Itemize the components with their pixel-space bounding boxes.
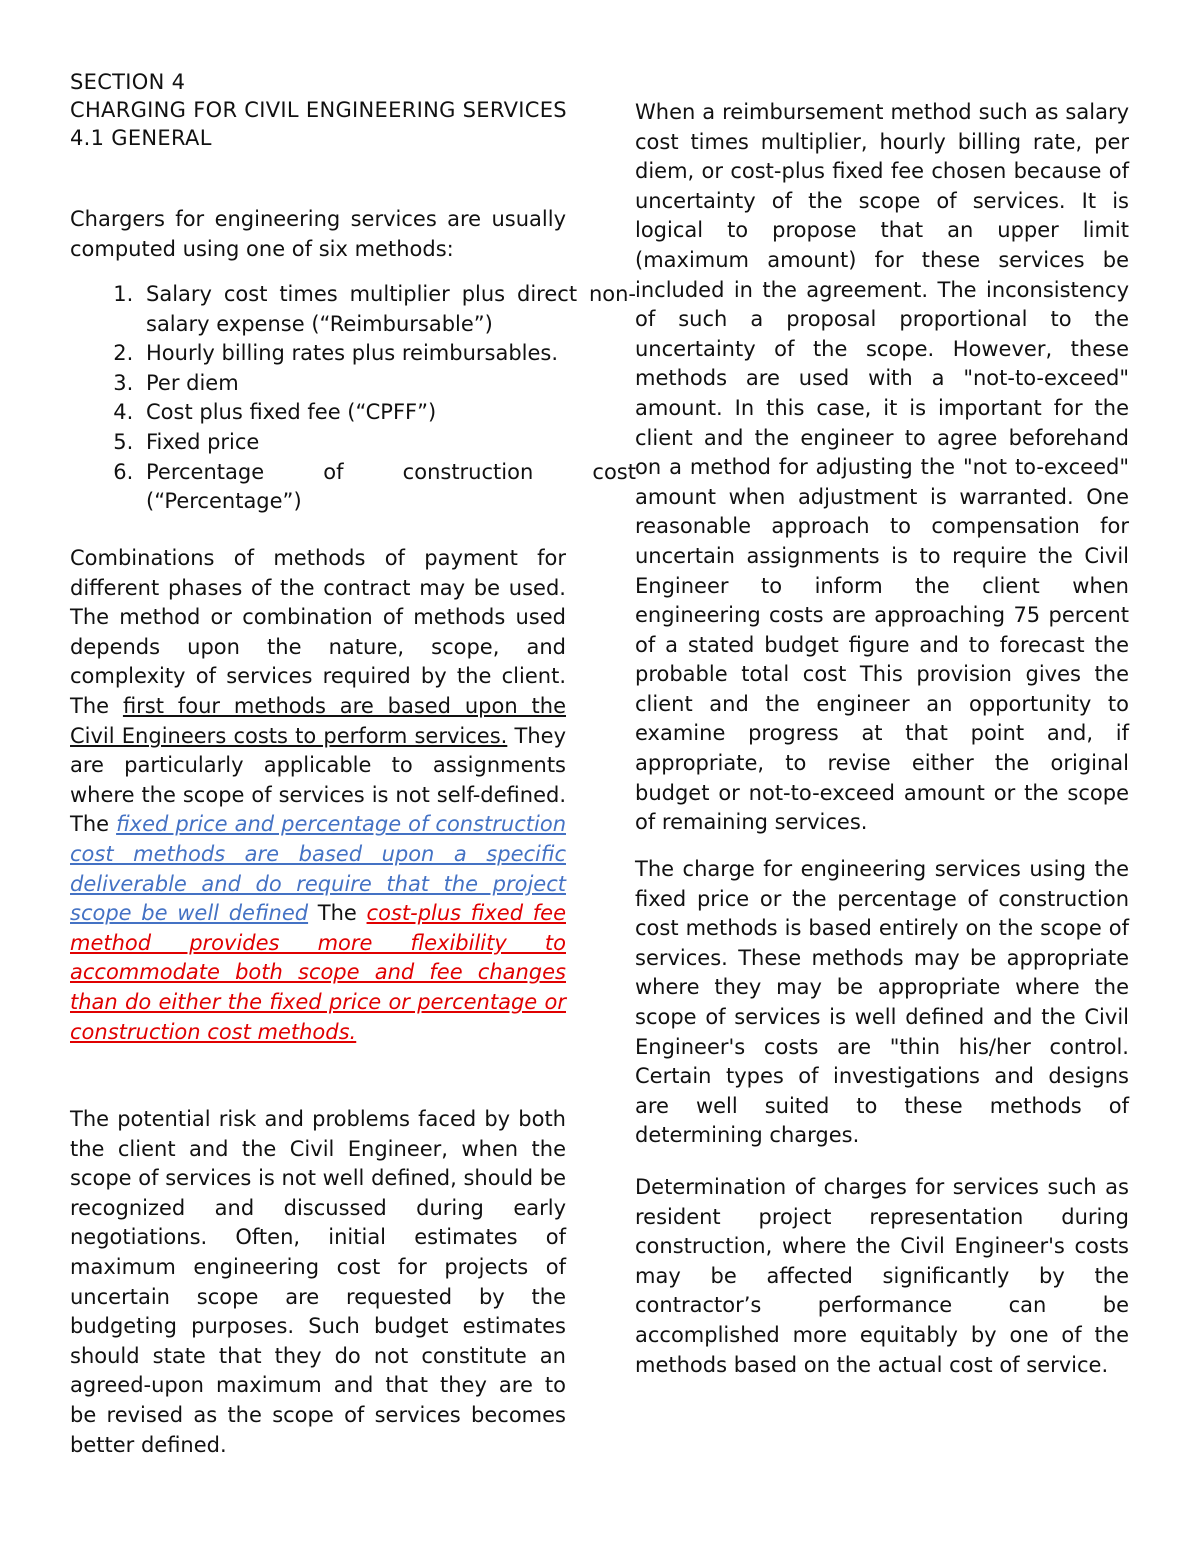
reimbursement-paragraph: When a reimbursement method such as salary cost times multiplier, hourly billing rate, per diem, or cost-plus fixed fee chosen because of uncertainty of the scope of services. It is logical to propose that an upper limit (maximum amount) for these services be included in the agreement. The inconsistency of such a proposal proportional to the uncertainty of the scope. However, these methods are used with a "not-to-exceed" amount. In this case, it is important for the client and the engineer to agree beforehand on a method for adjusting the "not to-exceed" amount when adjustment is warranted. One reasonable approach to compensation for uncertain assignments is to require the Civil Engineer to inform the client when engineering costs are approaching 75 percent of a stated budget figure and to forecast the probable total cost This provision gives the client and the engineer an opportunity to examine progress at that point and, if appropriate, to revise either the original budget or not-to-exceed amount or the scope of remaining services. <box>635 100 1129 835</box>
combo-text-1: Combinations of methods of payment for different phases of the contract may be used. The method or combination of methods used depends upon the nature, scope, and complexity of services required by the client. The <box>70 546 566 718</box>
combinations-paragraph <box>70 544 566 1047</box>
list-item: 5. Fixed price <box>140 428 636 458</box>
combo-text-2: They are particularly applicable to assignments where the scope of services is not self-defined. The <box>70 723 566 837</box>
list-item: 6. Percentage of construction cost (“Percentage”) <box>140 458 636 517</box>
list-item: 4. Cost plus fixed fee (“CPFF”) <box>140 398 636 428</box>
highlight-blue-fixed-price: fixed price and percentage of construction cost methods are based upon a specific deliverable and do require that the project scope be well defined <box>70 812 566 926</box>
list-item: 3. Per diem <box>140 369 636 399</box>
section-number: SECTION 4 <box>70 70 186 94</box>
highlight-red-cost-plus: cost-plus fixed fee method provides more flexibility to accommodate both scope and fee changes than do either the fixed price or percentage or construction cost methods. <box>70 901 566 1044</box>
determination-paragraph: Determination of charges for services such as resident project representation during construction, where the Civil Engineer's costs may be affected significantly by the contractor’s performance can be accomplished more equitably by one of the methods based on the actual cost of service. <box>635 1175 1129 1377</box>
methods-list <box>70 280 636 517</box>
underlined-cost-based-methods: first four methods are based upon the Civil Engineers costs to perform services. <box>70 693 566 748</box>
fixed-price-paragraph: The charge for engineering services using the fixed price or the percentage of construction cost methods is based entirely on the scope of services. These methods may be appropriate where they may be appropriate where the scope of services is well defined and the Civil Engineer's costs are "thin his/her control. Certain types of investigations and designs are well suited to these methods of determining charges. <box>635 857 1129 1148</box>
risk-paragraph: The potential risk and problems faced by both the client and the Civil Engineer, when the scope of services is not well defined, should be recognized and discussed during early negotiations. Often, initial estimates of maximum engineering cost for projects of uncertain scope are requested by the budgeting purposes. Such budget estimates should state that they do not constitute an agreed-upon maximum and that they are to be revised as the scope of services becomes better defined. <box>70 1107 566 1457</box>
section-title: CHARGING FOR CIVIL ENGINEERING SERVICES <box>70 98 567 122</box>
subsection-title: 4.1 GENERAL <box>70 126 212 150</box>
list-item: 1. Salary cost times multiplier plus direct non-salary expense (“Reimbursable”) <box>140 280 636 339</box>
combo-text-3: The <box>308 901 367 926</box>
section-heading <box>70 68 567 152</box>
list-item: 2. Hourly billing rates plus reimbursables. <box>140 339 636 369</box>
intro-paragraph: Chargers for engineering services are usually computed using one of six methods: <box>70 207 566 261</box>
